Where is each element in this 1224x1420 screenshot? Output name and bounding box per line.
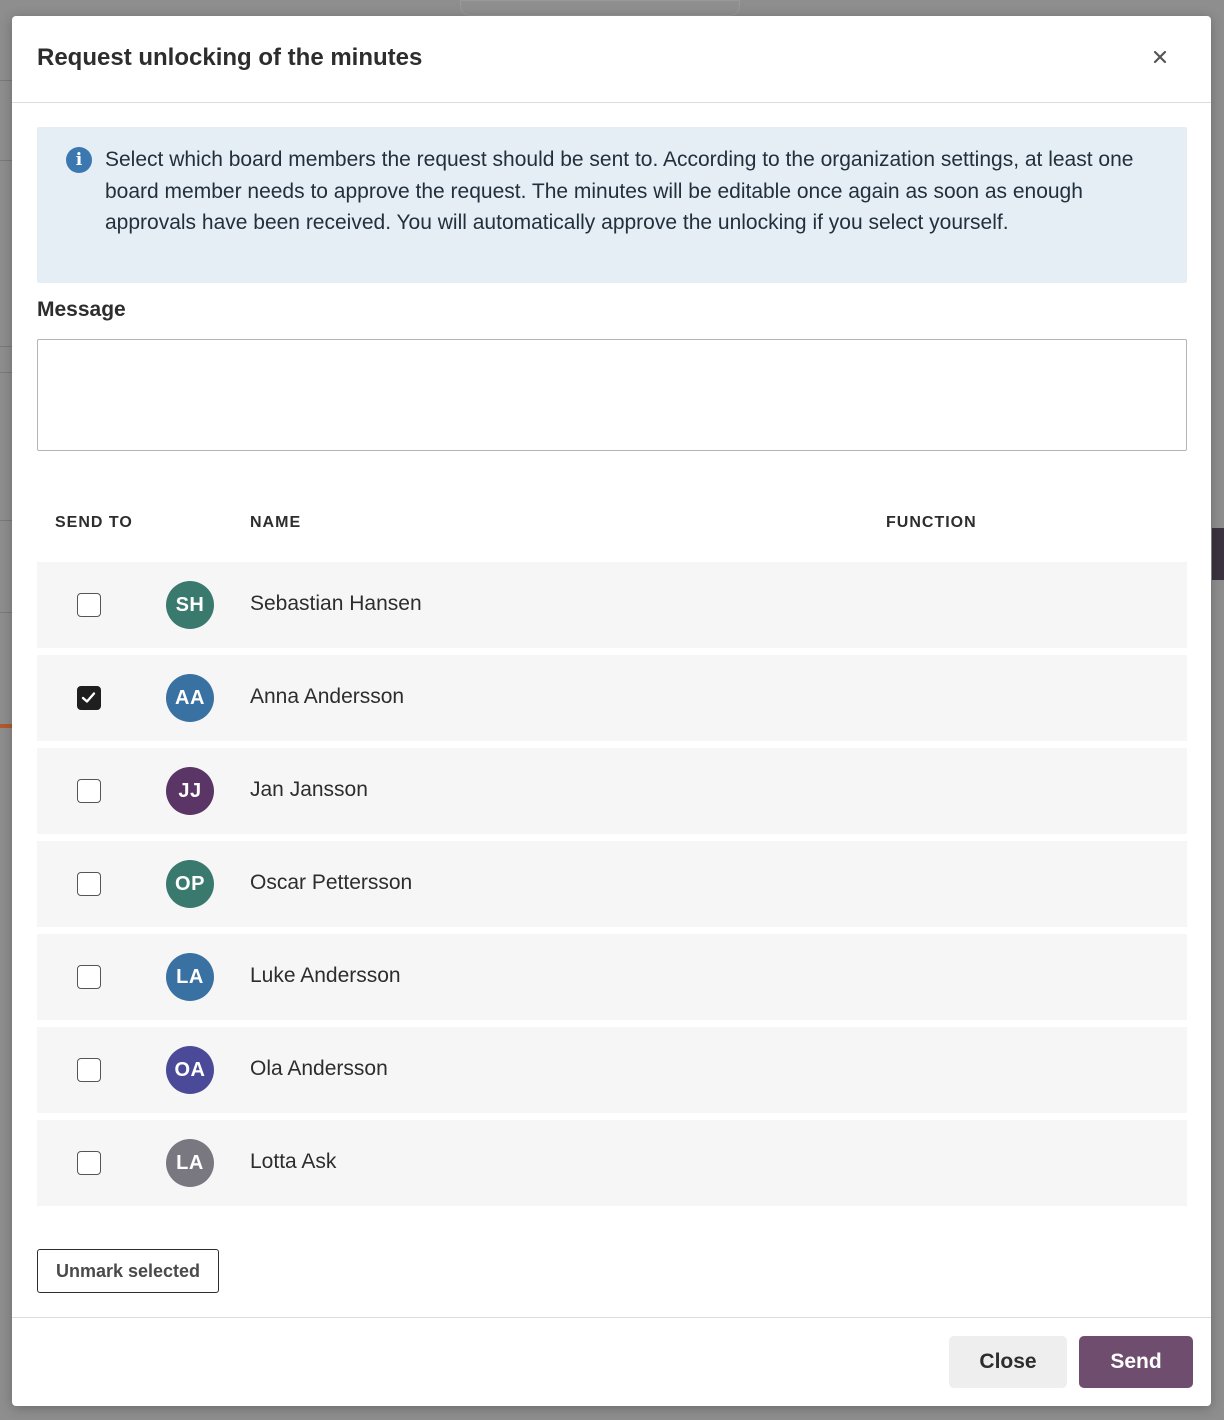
close-icon[interactable]: [1147, 44, 1173, 70]
background-divider: [0, 520, 12, 521]
member-name: Oscar Pettersson: [250, 871, 413, 894]
background-divider: [0, 80, 12, 81]
background-accent-bar: [0, 724, 12, 728]
background-divider: [0, 160, 12, 161]
member-name: Jan Jansson: [250, 778, 368, 801]
member-row: [37, 841, 1187, 927]
background-pill: [460, 0, 740, 16]
send-to-checkbox[interactable]: [77, 965, 101, 989]
member-list: [37, 562, 1187, 1213]
dialog-header: [12, 16, 1211, 103]
checkmark-icon: [81, 691, 96, 704]
avatar: OP: [166, 860, 214, 908]
info-notice: [37, 127, 1187, 283]
info-text: Select which board members the request should be sent to. According to the organization settings, at least one board member needs to approve the request. The minutes will be editable once again as soon as enough approvals have been received. You will automatically approve the unlocking if you select yourself.: [105, 148, 1134, 234]
column-header-function: FUNCTION: [886, 514, 977, 531]
member-name: Luke Andersson: [250, 964, 401, 987]
send-to-checkbox[interactable]: [77, 872, 101, 896]
column-header-name: NAME: [250, 514, 302, 531]
background-divider: [0, 612, 12, 613]
member-row: [37, 562, 1187, 648]
unlock-request-dialog: [12, 16, 1211, 1406]
info-icon: i: [66, 147, 92, 173]
avatar: SH: [166, 581, 214, 629]
member-name: Lotta Ask: [250, 1150, 337, 1173]
avatar: OA: [166, 1046, 214, 1094]
member-row: [37, 934, 1187, 1020]
member-name: Anna Andersson: [250, 685, 405, 708]
send-to-checkbox[interactable]: [77, 1058, 101, 1082]
dialog-title: Request unlocking of the minutes: [37, 44, 423, 71]
close-button[interactable]: Close: [949, 1336, 1067, 1388]
avatar: AA: [166, 674, 214, 722]
background-dark-block: [1212, 528, 1224, 580]
send-to-checkbox[interactable]: [77, 1151, 101, 1175]
send-to-checkbox[interactable]: [77, 779, 101, 803]
member-name: Ola Andersson: [250, 1057, 388, 1080]
message-input[interactable]: [37, 339, 1187, 451]
avatar: LA: [166, 953, 214, 1001]
member-row: [37, 1027, 1187, 1113]
member-row: [37, 748, 1187, 834]
member-name: Sebastian Hansen: [250, 592, 422, 615]
member-row: [37, 655, 1187, 741]
send-to-checkbox[interactable]: [77, 593, 101, 617]
column-header-send-to: SEND TO: [55, 514, 133, 531]
message-label: Message: [37, 298, 126, 321]
background-divider: [0, 372, 12, 373]
dialog-footer: [12, 1317, 1211, 1407]
background-divider: [0, 346, 12, 347]
unmark-selected-button[interactable]: Unmark selected: [37, 1249, 219, 1293]
member-row: [37, 1120, 1187, 1206]
avatar: LA: [166, 1139, 214, 1187]
send-to-checkbox[interactable]: [77, 686, 101, 710]
send-button[interactable]: Send: [1079, 1336, 1193, 1388]
avatar: JJ: [166, 767, 214, 815]
